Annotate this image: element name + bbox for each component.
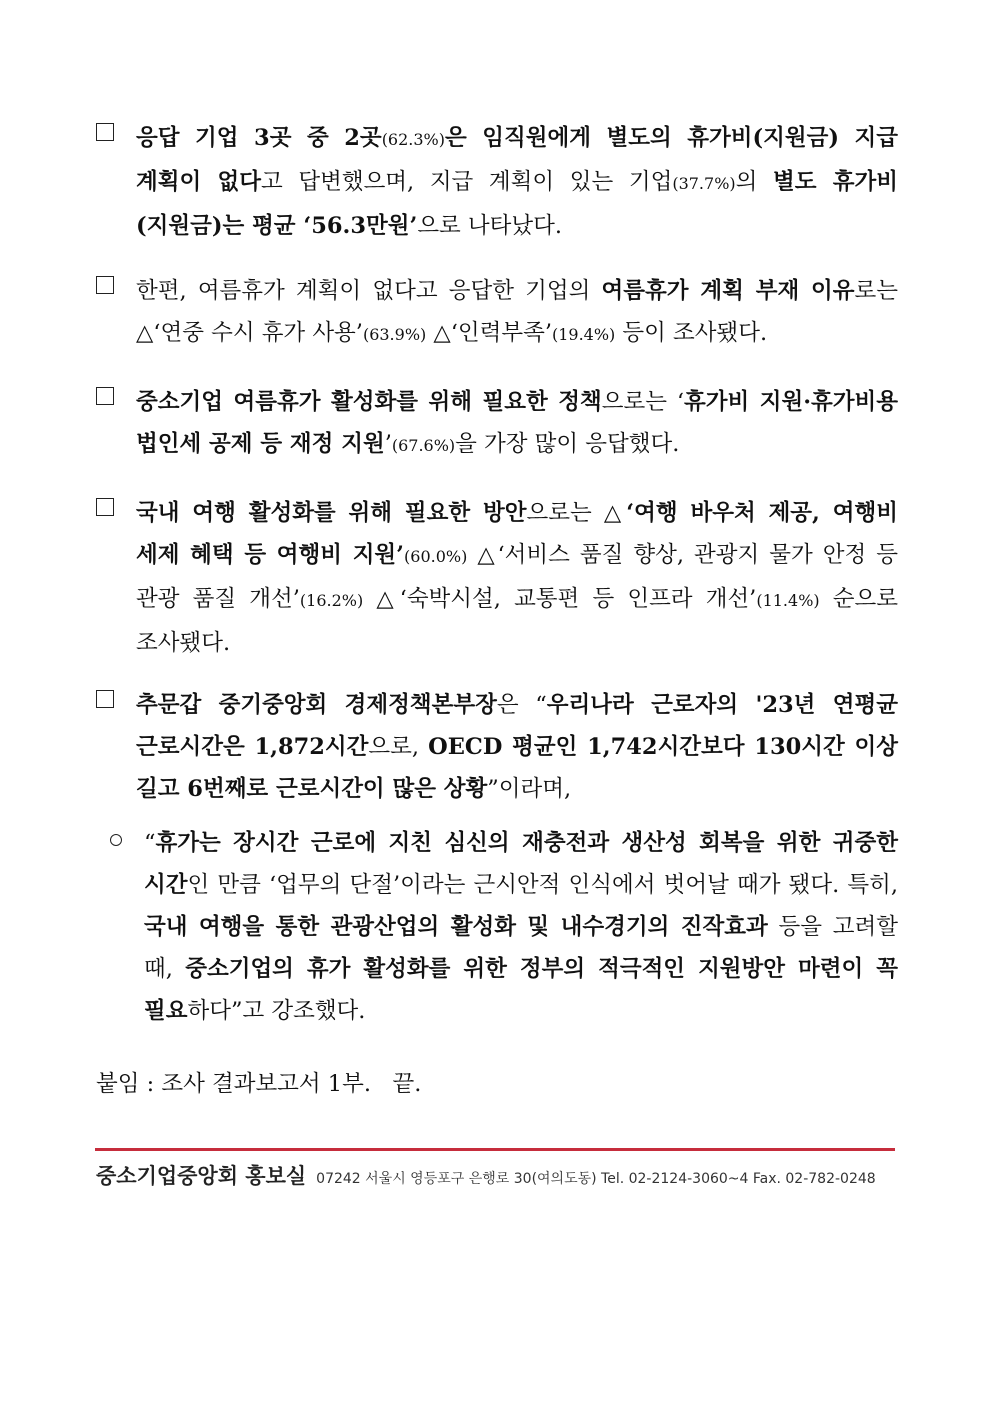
footer-divider bbox=[95, 1148, 895, 1151]
checkbox-square-icon bbox=[96, 276, 114, 294]
footer-address: 07242 서울시 영등포구 은행로 30(여의도동) Tel. 02-2124-3060~4 Fax. 02-782-0248 bbox=[316, 1171, 876, 1187]
text: 으로 나타났다. bbox=[417, 213, 563, 239]
percent: (37.7%) bbox=[672, 174, 736, 193]
bullet-item-4 bbox=[96, 492, 898, 664]
bullet-item-1 bbox=[96, 117, 898, 247]
text: ”이라며, bbox=[487, 776, 572, 802]
bullet-text-1 bbox=[136, 117, 898, 247]
text: △‘숙박시설, 교통편 등 인프라 개선’ bbox=[363, 586, 757, 612]
text: 순으로 조사됐다. bbox=[136, 586, 899, 656]
percent: (16.2%) bbox=[299, 591, 364, 610]
circle-bullet-icon bbox=[110, 834, 122, 846]
percent: (11.4%) bbox=[756, 591, 820, 610]
attachment-note: 붙임 : 조사 결과보고서 1부. 끝. bbox=[96, 1071, 422, 1097]
bullet-text-2 bbox=[136, 270, 898, 356]
checkbox-square-icon bbox=[96, 498, 114, 516]
bullet-item-2 bbox=[96, 270, 898, 356]
bullet-text-3 bbox=[136, 381, 898, 467]
percent: (63.9%) bbox=[362, 325, 427, 344]
bullet-item-3 bbox=[96, 381, 898, 467]
text: 의 bbox=[735, 169, 774, 195]
bullet-text-5 bbox=[136, 684, 898, 810]
emphasis: 추문갑 중기중앙회 경제정책본부장 bbox=[136, 692, 497, 718]
text: 으로, bbox=[368, 734, 429, 760]
emphasis: ‘여행 바우처 제공, 여행비 세제 혜택 등 여행비 지원’ bbox=[136, 500, 898, 568]
emphasis: 휴가는 장시간 근로에 지친 심신의 재충전과 생산성 회복을 위한 귀중한 시간 bbox=[144, 830, 898, 898]
percent: (19.4%) bbox=[551, 325, 616, 344]
text: 하다”고 강조했다. bbox=[187, 998, 366, 1024]
text: 으로는 △ bbox=[526, 500, 627, 526]
emphasis: 별도 휴가비(지원금)는 평균 ‘56.3만원’ bbox=[136, 169, 899, 239]
text: 은 “ bbox=[496, 692, 547, 718]
checkbox-square-icon bbox=[96, 387, 114, 405]
text: △‘서비스 품질 향상, 관광지 물가 안정 등 관광 품질 개선’ bbox=[136, 542, 898, 612]
footer bbox=[96, 1160, 876, 1190]
bullet-text-4 bbox=[136, 492, 898, 664]
percent: (67.6%) bbox=[391, 436, 456, 455]
text: 등이 조사됐다. bbox=[615, 320, 768, 346]
emphasis: OECD 평균인 1,742시간보다 130시간 이상 길고 6번째로 근로시간이 많은 상황 bbox=[136, 734, 899, 802]
percent: (60.0%) bbox=[404, 547, 468, 566]
text: “ bbox=[144, 830, 156, 856]
text: 을 가장 많이 응답했다. bbox=[455, 431, 680, 457]
bullet-item-5 bbox=[96, 684, 898, 810]
emphasis: 휴가비 지원·휴가비용 법인세 공제 등 재정 지원 bbox=[136, 389, 898, 457]
checkbox-square-icon bbox=[96, 123, 114, 141]
text: 고 답변했으며, 지급 계획이 있는 기업 bbox=[261, 169, 673, 195]
emphasis: 우리나라 근로자의 '23년 연평균 근로시간은 1,872시간 bbox=[136, 692, 898, 760]
checkbox-square-icon bbox=[96, 690, 114, 708]
emphasis: 중소기업의 휴가 활성화를 위한 정부의 적극적인 지원방안 마련이 꼭 필요 bbox=[144, 956, 898, 1024]
text: △‘인력부족’ bbox=[426, 320, 552, 346]
text: 로는 △‘연중 수시 휴가 사용’ bbox=[136, 278, 899, 346]
emphasis: 국내 여행 활성화를 위해 필요한 방안 bbox=[136, 500, 527, 526]
text: 등을 고려할 때, bbox=[144, 914, 898, 982]
emphasis: 중소기업 여름휴가 활성화를 위해 필요한 정책 bbox=[136, 389, 602, 415]
text: 한편, 여름휴가 계획이 없다고 응답한 기업의 bbox=[136, 278, 602, 304]
text: 으로는 ‘ bbox=[601, 389, 684, 415]
emphasis: 응답 기업 3곳 중 2곳 bbox=[136, 125, 382, 151]
text: 인 만큼 ‘업무의 단절’이라는 근시안적 인식에서 벗어날 때가 됐다. 특히, bbox=[187, 872, 898, 898]
footer-org: 중소기업중앙회 홍보실 bbox=[96, 1164, 307, 1188]
sub-bullet-text bbox=[144, 822, 898, 1032]
sub-bullet-item bbox=[110, 822, 898, 1032]
emphasis: 여름휴가 계획 부재 이유 bbox=[601, 278, 855, 304]
percent: (62.3%) bbox=[381, 130, 445, 149]
emphasis: 은 임직원에게 별도의 휴가비(지원금) 지급 계획이 없다 bbox=[136, 125, 899, 195]
emphasis: 국내 여행을 통한 관광산업의 활성화 및 내수경기의 진작효과 bbox=[144, 914, 768, 940]
text: ’ bbox=[384, 431, 392, 457]
